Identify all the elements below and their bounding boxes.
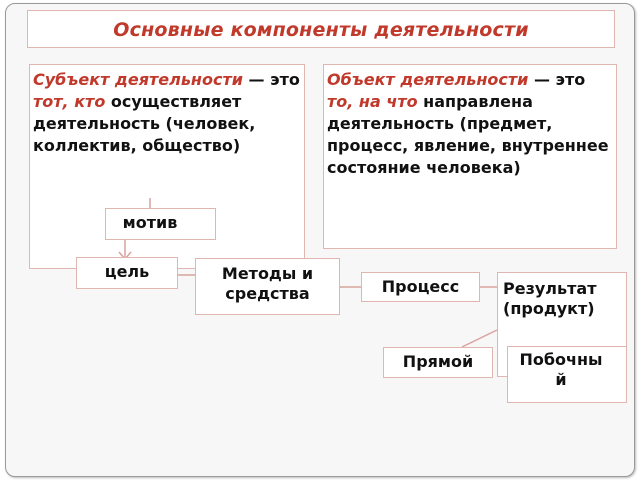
object-term: Объект деятельности [327,70,529,89]
object-dash: — это [528,70,586,89]
direct-label: Прямой [402,352,474,371]
subject-term: Субъект деятельности [33,70,243,89]
subject-accent: тот, кто [33,92,106,111]
result-label: Результат (продукт) [503,279,597,318]
page-title: Основные компоненты деятельности [27,10,615,48]
subject-rest: осуществляет деятельность (человек, коллектив, общество) [33,92,256,155]
subject-dash: — это [242,70,300,89]
side-label: Побочный [519,350,603,389]
methods-label: Методы и средства [221,264,314,303]
object-accent: то, на что [327,92,418,111]
goal-label: цель [104,262,150,281]
object-rest: направлена деятельность (предмет, процесс, явление, внутреннее состояние человека) [327,92,609,177]
process-label: Процесс [381,277,460,296]
motive-label: мотив [122,213,178,232]
